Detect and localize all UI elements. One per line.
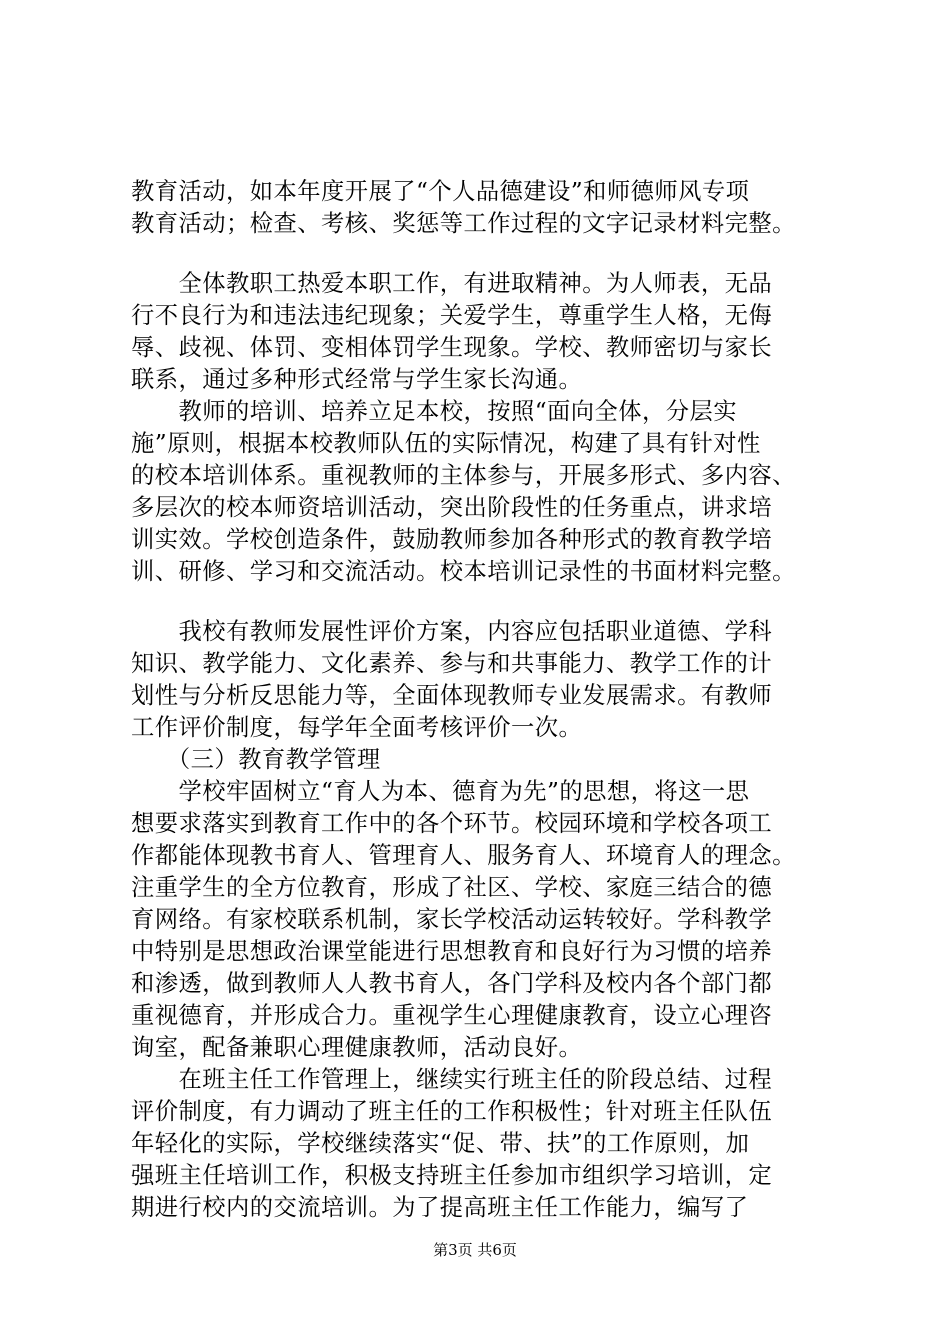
text-line: 学校牢固树立“育人为本、德育为先”的思想，将这一思: [131, 778, 750, 805]
text-line: 年轻化的实际，学校继续落实“促、带、扶”的工作原则，加: [131, 1130, 750, 1157]
text-line: 和渗透，做到教师人人教书育人，各门学科及校内各个部门都: [131, 970, 773, 997]
text-line: 全体教职工热爱本职工作，有进取精神。为人师表，无品: [131, 270, 773, 297]
text-line: 联系，通过多种形式经常与学生家长沟通。: [131, 366, 583, 393]
text-line: 施”原则，根据本校教师队伍的实际情况，构建了具有针对性: [131, 430, 761, 457]
text-line: 多层次的校本师资培训活动，突出阶段性的任务重点，讲求培: [131, 494, 773, 521]
text-line: 划性与分析反思能力等，全面体现教师专业发展需求。有教师: [131, 682, 773, 709]
text-line: 在班主任工作管理上，继续实行班主任的阶段总结、过程: [131, 1066, 773, 1093]
page-number-footer: 第3页 共6页: [433, 1241, 517, 1259]
text-line: 行不良行为和违法违纪现象；关爱学生，尊重学生人格，无侮: [131, 302, 773, 329]
section-heading: （三）教育教学管理: [131, 746, 381, 773]
text-line: 评价制度，有力调动了班主任的工作积极性；针对班主任队伍: [131, 1098, 773, 1125]
text-line: 中特别是思想政治课堂能进行思想教育和良好行为习惯的培养: [131, 938, 773, 965]
text-line: 教师的培训、培养立足本校，按照“面向全体，分层实: [131, 398, 738, 425]
text-line: 知识、教学能力、文化素养、参与和共事能力、教学工作的计: [131, 650, 773, 677]
text-line: 我校有教师发展性评价方案，内容应包括职业道德、学科: [131, 618, 773, 645]
text-line: 强班主任培训工作，积极支持班主任参加市组织学习培训，定: [131, 1162, 773, 1189]
text-line: 工作评价制度，每学年全面考核评价一次。: [131, 714, 583, 741]
text-line: 期进行校内的交流培训。为了提高班主任工作能力，编写了: [131, 1194, 749, 1221]
text-line: 训实效。学校创造条件，鼓励教师参加各种形式的教育教学培: [131, 526, 773, 553]
text-line: 重视德育，并形成合力。重视学生心理健康教育，设立心理咨: [131, 1002, 773, 1029]
text-line: 辱、歧视、体罚、变相体罚学生现象。学校、教师密切与家长: [131, 334, 773, 361]
text-line: 教育活动；检查、考核、奖惩等工作过程的文字记录材料完整。: [131, 210, 796, 237]
text-line: 作都能体现教书育人、管理育人、服务育人、环境育人的理念。: [131, 842, 796, 869]
text-line: 育网络。有家校联系机制，家长学校活动运转较好。学科教学: [131, 906, 773, 933]
text-line: 的校本培训体系。重视教师的主体参与，开展多形式、多内容、: [131, 462, 796, 489]
text-line: 想要求落实到教育工作中的各个环节。校园环境和学校各项工: [131, 810, 773, 837]
text-line: 训、研修、学习和交流活动。校本培训记录性的书面材料完整。: [131, 558, 796, 585]
text-line: 询室，配备兼职心理健康教师，活动良好。: [131, 1034, 583, 1061]
text-line: 注重学生的全方位教育，形成了社区、学校、家庭三结合的德: [131, 874, 773, 901]
text-line: 教育活动，如本年度开展了“个人品德建设”和师德师风专项: [131, 178, 750, 205]
